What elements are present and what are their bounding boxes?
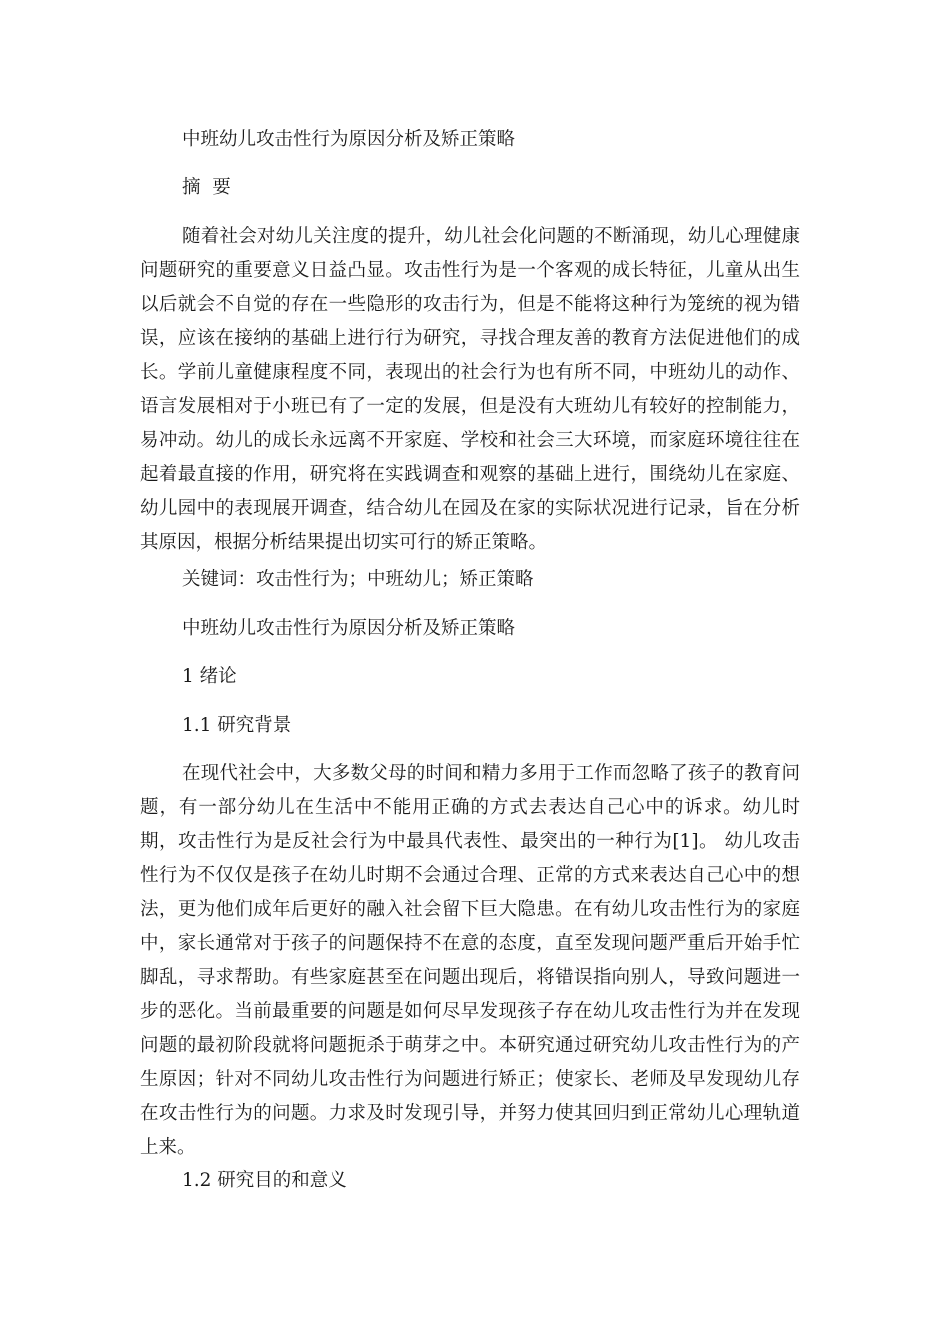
title-repeat: 中班幼儿攻击性行为原因分析及矫正策略 (182, 618, 516, 639)
keywords-line: 关键词：攻击性行为；中班幼儿；矫正策略 (182, 569, 534, 590)
abstract-paragraph: 随着社会对幼儿关注度的提升，幼儿社会化问题的不断涌现，幼儿心理健康问题研究的重要意义日益凸显。攻击性行为是一个客观的成长特征，儿童从出生以后就会不自觉的存在一些隐形的攻击行为，但是不能将这种行为笼统的视为错误，应该在接纳的基础上进行行为研究，寻找合理友善的教育方法促进他们的成长。学前儿童健康程度不同，表现出的社会行为也有所不同，中班幼儿的动作、语言发展相对于小班已有了一定的发展，但是没有大班幼儿有较好的控制能力，易冲动。幼儿的成长永远离不开家庭、学校和社会三大环境，而家庭环境往往在起着最直接的作用，研究将在实践调查和观察的基础上进行，围绕幼儿在家庭、幼儿园中的表现展开调查，结合幼儿在园及在家的实际状况进行记录，旨在分析其原因，根据分析结果提出切实可行的矫正策略。 (140, 226, 800, 553)
section-heading-1: 1 绪论 (182, 666, 237, 687)
abstract-heading: 摘 要 (182, 177, 231, 198)
background-paragraph: 在现代社会中，大多数父母的时间和精力多用于工作而忽略了孩子的教育问题，有一部分幼儿在生活中不能用正确的方式去表达自己心中的诉求。幼儿时期，攻击性行为是反社会行为中最具代表性、最突出的一种行为[1]。 幼儿攻击性行为不仅仅是孩子在幼儿时期不会通过合理、正常的方式来表达自己心中的想法，更为他们成年后更好的融入社会留下巨大隐患。在有幼儿攻击性行为的家庭中，家长通常对于孩子的问题保持不在意的态度，直至发现问题严重后开始手忙脚乱，寻求帮助。有些家庭甚至在问题出现后，将错误指向别人，导致问题进一步的恶化。当前最重要的问题是如何尽早发现孩子存在幼儿攻击性行为并在发现问题的最初阶段就将问题扼杀于萌芽之中。本研究通过研究幼儿攻击性行为的产生原因；针对不同幼儿攻击性行为问题进行矫正；使家长、老师及早发现幼儿存在攻击性行为的问题。力求及时发现引导，并努力使其回归到正常幼儿心理轨道上来。 (140, 763, 800, 1158)
section-heading-1-2: 1.2 研究目的和意义 (182, 1170, 347, 1191)
document-title: 中班幼儿攻击性行为原因分析及矫正策略 (182, 129, 516, 150)
section-heading-1-1: 1.1 研究背景 (182, 715, 292, 736)
